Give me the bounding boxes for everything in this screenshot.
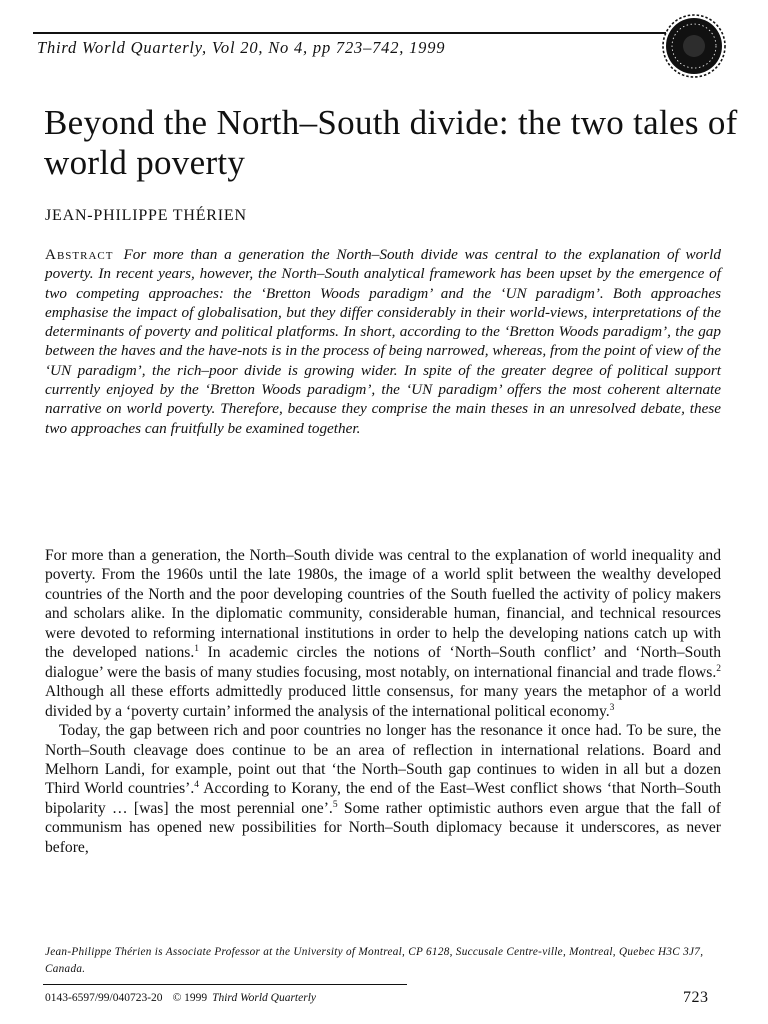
journal-seal-logo [662,14,726,78]
body-text: Today, the gap between rich and poor countries no longer has the resonance it once had. To be sure, the North–South cleavage does continue to be an area of reflection in international relations. Board and Melhorn Landi, for example, point out that ‘the North–South gap continues to widen in all but a dozen Third World countries’. [45,722,721,798]
footnote-ref: 3 [609,702,615,713]
author-affiliation: Jean-Philippe Thérien is Associate Professor at the University of Montreal, CP 6128, Succusale Centre-ville, Montreal, Quebec H3C 3J7, Canada. [45,946,704,975]
article-title: Beyond the North–South divide: the two tales of world poverty [44,103,738,182]
header-rule [33,32,666,34]
footnote-ref: 2 [716,663,721,674]
copyright-notice: © 1999 [172,992,208,1004]
body-text: Some rather optimistic authors even argue that the fall of communism has opened new possibilities for North–South diplomacy because it underscores, as never before, [45,799,721,856]
abstract [45,245,721,438]
footnote-ref: 5 [332,799,338,810]
author-name: JEAN-PHILIPPE THÉRIEN [45,207,247,224]
body-text: For more than a generation, the North–South divide was central to the explanation of world inequality and poverty. From the 1960s until the late 1980s, the image of a world split between the wealthy developed countries of the North and the poor developing countries of the South fuelled the activity of policy makers and scholars alike. In the diplomatic community, considerable human, financial, and technical resources were devoted to reforming international institutions in order to help the developing nations catch up with the developed nations. [45,547,721,662]
body-paragraph [45,721,721,857]
article-body [45,546,721,857]
page-number: 723 [683,989,709,1006]
issn-code: 0143-6597/99/040723-20 [45,992,163,1004]
footer-info [45,992,316,1004]
abstract-label: Abstract [45,246,114,263]
footnote-ref: 1 [194,644,199,655]
body-paragraph [45,546,721,721]
abstract-text: For more than a generation the North–South divide was central to the explanation of world poverty. In recent years, however, the North–South analytical framework has been upset by the emergence of two competing approaches: the ‘Bretton Woods paradigm’ and the ‘UN paradigm’. Both approaches emphasise the impact of globalisation, but they differ considerably in their world-views, interpretations of the determinants of poverty and political platforms. In short, according to the ‘Bretton Woods paradigm’, the gap between the haves and the have-nots is in the process of being narrowed, whereas, from the point of view of the ‘UN paradigm’, the rich–poor divide is growing wider. In spite of the greater degree of political support currently enjoyed by the ‘Bretton Woods paradigm’, the ‘UN paradigm’ offers the most coherent alternate narrative on world poverty. Therefore, because they comprise the main theses in an unresolved debate, these two approaches can fruitfully be examined together. [45,246,721,437]
body-text: Although all these efforts admittedly produced little consensus, for many years the metaphor of a world divided by a ‘poverty curtain’ informed the analysis of the international political economy. [45,683,721,720]
journal-citation: Third World Quarterly, Vol 20, No 4, pp 723–742, 1999 [37,38,446,57]
footer-journal-name: Third World Quarterly [212,992,317,1004]
footnote-ref: 4 [194,780,200,791]
footer-rule [43,984,407,985]
body-text: According to Korany, the end of the East–West conflict shows ‘that North–South bipolarity … [was] the most perennial one’. [45,780,722,817]
body-text: In academic circles the notions of ‘North–South conflict’ and ‘North–South dialogue’ were the basis of many studies focusing, most notably, on international financial and trade flows. [45,644,721,681]
